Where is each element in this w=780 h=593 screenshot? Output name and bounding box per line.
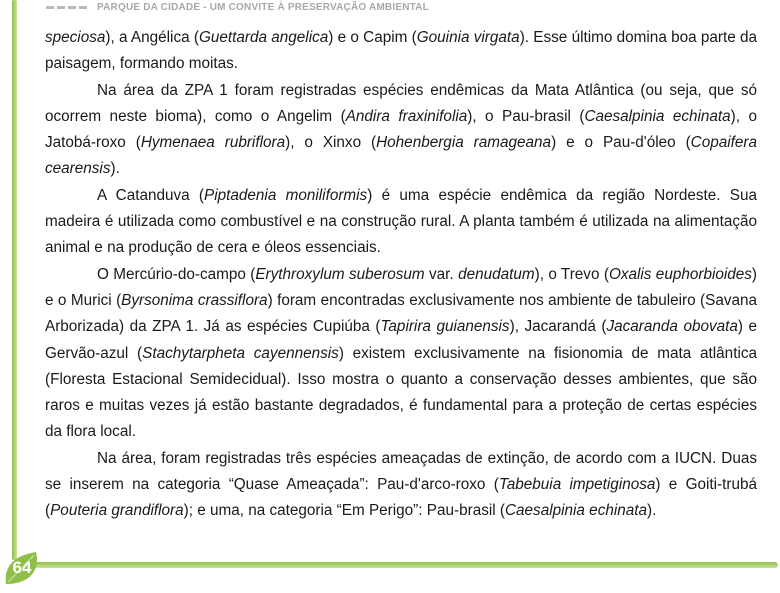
page-number: 64 — [12, 558, 32, 577]
header-dash-ornament — [46, 6, 87, 9]
left-margin-rule — [12, 0, 17, 560]
paragraph-2: Na área da ZPA 1 foram registradas espécies endêmicas da Mata Atlântica (ou seja, que só ocorrem neste bioma), como o Angelim (Andira fraxinifolia), o Pau-brasil (Caesalpinia echinata), o Jatobá-roxo (Hymenaea rubriflora), o Xinxo (Hohenbergia ramageana) e o Pau-d'óleo (Copaifera cearensis). — [45, 81, 757, 178]
paragraph-1: speciosa), a Angélica (Guettarda angelica) e o Capim (Gouinia virgata). Esse último domina boa parte da paisagem, formando moitas. — [45, 29, 758, 73]
paragraph-5: Na área, foram registradas três espécies ameaçadas de extinção, de acordo com a IUCN. Duas se inserem na categoria “Quase Ameaçada”: Pau-d'arco-roxo (Tabebuia impetiginosa) e Goiti-trubá (Pouteria grandiflora); e uma, na categoria “Em Perigo”: Pau-brasil (Caesalpinia echinata). — [45, 449, 757, 520]
paragraph-3: A Catanduva (Piptadenia moniliformis) é uma espécie endêmica da região Nordeste. Sua madeira é utilizada como combustível e na construção rural. A planta também é utilizada na alimentação animal e na produção de cera e óleos essenciais. — [45, 186, 758, 257]
paragraph-4: O Mercúrio-do-campo (Erythroxylum suberosum var. denudatum), o Trevo (Oxalis euphorbioides) e o Murici (Byrsonima crassiflora) foram encontradas exclusivamente nos ambiente de tabuleiro (Savana Arborizada) da ZPA 1. Já as espécies Cupiúba (Tapirira guianensis), Jacarandá (Jacaranda obovata) e Gervão-azul (Stachytarpheta cayennensis) existem exclusivamente na fisionomia de mata atlântica (Floresta Estacional Semidecidual). Isso mostra o quanto a conservação desses ambientes, que são raros e muitas vezes já estão bastante degradados, é fundamental para a proteção de certas espécies da flora local. — [45, 265, 758, 441]
body-text — [45, 25, 757, 525]
running-header — [46, 2, 429, 13]
bottom-margin-rule — [12, 562, 778, 568]
header-title: PARQUE DA CIDADE - UM CONVITE À PRESERVAÇÃO AMBIENTAL — [97, 2, 429, 13]
